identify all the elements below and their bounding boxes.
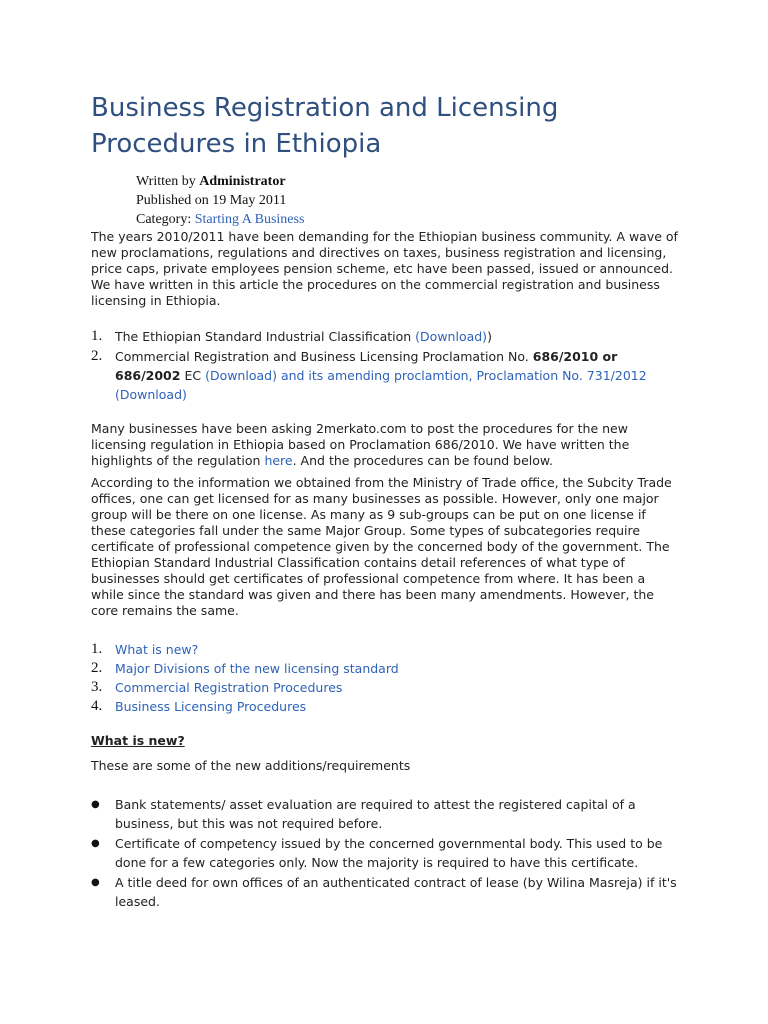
intro-paragraph: The years 2010/2011 have been demanding for the Ethiopian business community. A wave of new proclamations, regulations and directives on taxes, business registration and licensing, price caps, private employees pension scheme, etc have been passed, issued or announced. We have written in this article the procedures on the commercial registration and business licensing in Ethiopia. — [91, 229, 678, 308]
article-title: Business Registration and Licensing Procedures in Ethiopia — [91, 93, 559, 159]
published-date: Published on 19 May 2011 — [136, 193, 287, 208]
requests-paragraph — [91, 421, 681, 469]
toc-item-business-licensing — [91, 697, 681, 716]
list-item — [91, 795, 681, 833]
download-item-text: Commercial Registration and Business Licensing Proclamation No. — [115, 349, 529, 364]
requirements-list — [91, 795, 681, 912]
bullet-icon: ● — [91, 838, 100, 849]
toc-link-what-is-new[interactable]: What is new? — [115, 642, 199, 657]
toc-link-commercial-registration[interactable]: Commercial Registration Procedures — [115, 680, 343, 695]
list-number: 1. — [91, 641, 103, 657]
toc-link-business-licensing[interactable]: Business Licensing Procedures — [115, 699, 307, 714]
proclamation-numbers: 686/2010 or 686/2002 — [115, 349, 618, 383]
article-meta — [136, 172, 304, 229]
list-number: 3. — [91, 679, 103, 695]
list-number: 4. — [91, 698, 103, 714]
ministry-info-paragraph: According to the information we obtained from the Ministry of Trade office, the Subcity Trade offices, one can get licensed for as many businesses as possible. However, only one major group will be there on one license. As many as 9 sub-groups can be put on one license if these categories fall under the same Major Group. Some types of subcategories require certificate of professional competence given by the concerned body of the government. The Ethiopian Standard Industrial Classification contains detail references of what type of businesses should get certificates of professional competence from where. It has been a while since the standard was given and there has been many amendments. However, the core remains the same. — [91, 475, 672, 618]
bullet-icon: ● — [91, 799, 100, 810]
toc-link-major-divisions[interactable]: Major Divisions of the new licensing standard — [115, 661, 399, 676]
download-link-classification[interactable]: (Download) — [415, 329, 488, 344]
requests-text: Many businesses have been asking 2merkato.com to post the procedures for the new licensing regulation in Ethiopia based on Proclamation 686/2010. We have written the highlights of the regulation — [91, 421, 630, 468]
download-item-classification — [91, 327, 681, 346]
table-of-contents — [91, 640, 681, 716]
bullet-icon: ● — [91, 877, 100, 888]
download-item-proclamation — [91, 347, 681, 404]
section-intro: These are some of the new additions/requirements — [91, 758, 411, 773]
list-number: 1. — [91, 328, 103, 344]
author-name: Administrator — [199, 174, 286, 189]
category-line — [136, 210, 304, 229]
ec-label: EC — [184, 368, 202, 383]
toc-item-major-divisions — [91, 659, 681, 678]
download-link-proclamation[interactable]: (Download) — [205, 368, 277, 383]
category-link[interactable]: Starting A Business — [194, 212, 305, 227]
download-list — [91, 327, 681, 404]
list-number: 2. — [91, 348, 103, 364]
download-link-amendment[interactable]: (Download) — [115, 387, 187, 402]
list-item-text: Bank statements/ asset evaluation are required to attest the registered capital of a business, but this was not required before. — [115, 797, 636, 831]
section-heading-what-is-new: What is new? — [91, 733, 185, 748]
list-number: 2. — [91, 660, 103, 676]
list-item — [91, 873, 681, 911]
author-line — [136, 172, 304, 191]
requests-text-end: . And the procedures can be found below. — [292, 453, 553, 468]
amending-proclamation-link[interactable]: and its amending proclamtion, Proclamation No. 731/2012 — [280, 368, 647, 383]
here-link[interactable]: here — [264, 453, 293, 468]
toc-item-what-is-new — [91, 640, 681, 659]
download-item-text: The Ethiopian Standard Industrial Classification — [115, 329, 412, 344]
list-item — [91, 834, 681, 872]
list-item-text: Certificate of competency issued by the concerned governmental body. This used to be done for a few categories only. Now the majority is required to have this certificate. — [115, 836, 663, 870]
toc-item-commercial-registration — [91, 678, 681, 697]
category-label: Category: — [136, 212, 192, 227]
list-item-text: A title deed for own offices of an authenticated contract of lease (by Wilina Masreja) if it's leased. — [115, 875, 677, 909]
closing-paren: ) — [487, 329, 492, 344]
written-by-label: Written by — [136, 174, 196, 189]
